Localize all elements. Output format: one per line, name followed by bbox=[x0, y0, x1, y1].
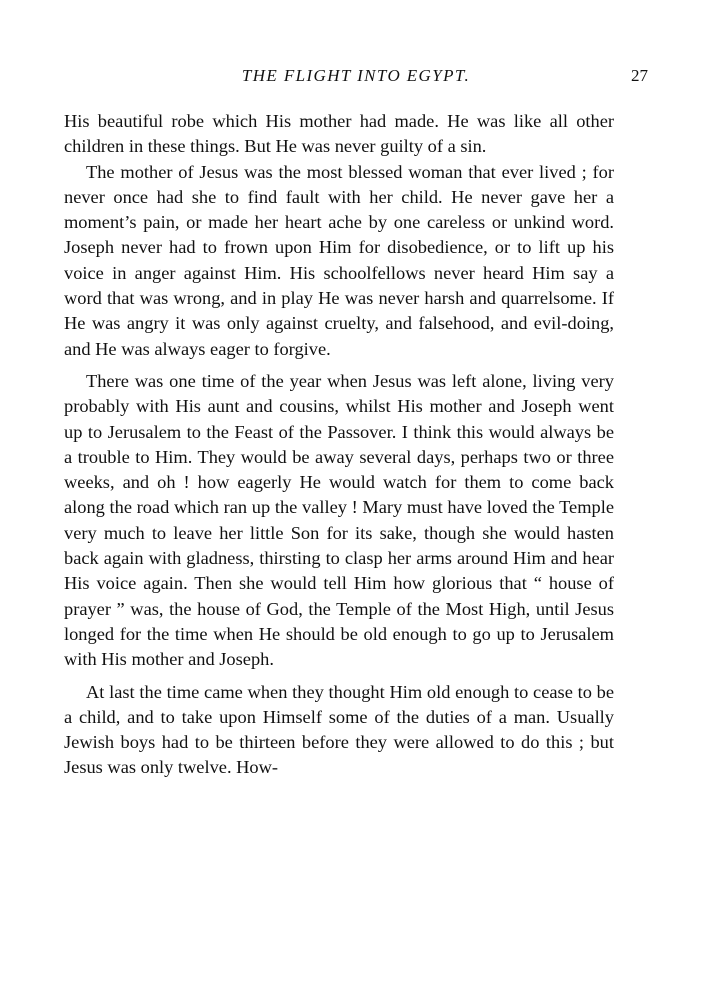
paragraph: At last the time came when they thought Him old enough to cease to be a child, and to take upon Himself some of the duties of a man. Usually Jewish boys had to be thirteen before they were allowed to do this ; but Jesus was only twelve. How- bbox=[64, 681, 614, 778]
running-head bbox=[64, 66, 648, 90]
paragraph-continued: His beautiful robe which His mother had made. He was like all other children in these things. But He was never guilty of a sin. bbox=[64, 111, 614, 157]
running-title: THE FLIGHT INTO EGYPT. bbox=[241, 66, 471, 85]
page-number: 27 bbox=[631, 66, 648, 85]
body-text bbox=[64, 109, 614, 781]
paragraph: The mother of Jesus was the most blessed woman that ever lived ; for never once had she to find fault with her child. He never gave her a moment’s pain, or made her heart ache by one careless or unkind word. Joseph never had to frown upon Him for disobedience, or to lift up his voice in anger against Him. His schoolfellows never heard Him say a word that was wrong, and in play He was never harsh and quarrelsome. If He was angry it was only against cruelty, and falsehood, and evil-doing, and He was always eager to forgive. bbox=[64, 161, 614, 359]
paragraph: There was one time of the year when Jesus was left alone, living very probably with His aunt and cousins, whilst His mother and Joseph went up to Jerusalem to the Feast of the Passover. I think this would always be a trouble to Him. They would be away several days, perhaps two or three weeks, and oh ! how eagerly He would watch for them to come back along the road which ran up the valley ! Mary must have loved the Temple very much to leave her little Son for its sake, though she would hasten back again with gladness, thirsting to clasp her arms around Him and hear His voice again. Then she would tell Him how glorious that “ house of prayer ” was, the house of God, the Temple of the Most High, until Jesus longed for the time when He should be old enough to go up to Jerusalem with His mother and Joseph. bbox=[64, 370, 614, 670]
